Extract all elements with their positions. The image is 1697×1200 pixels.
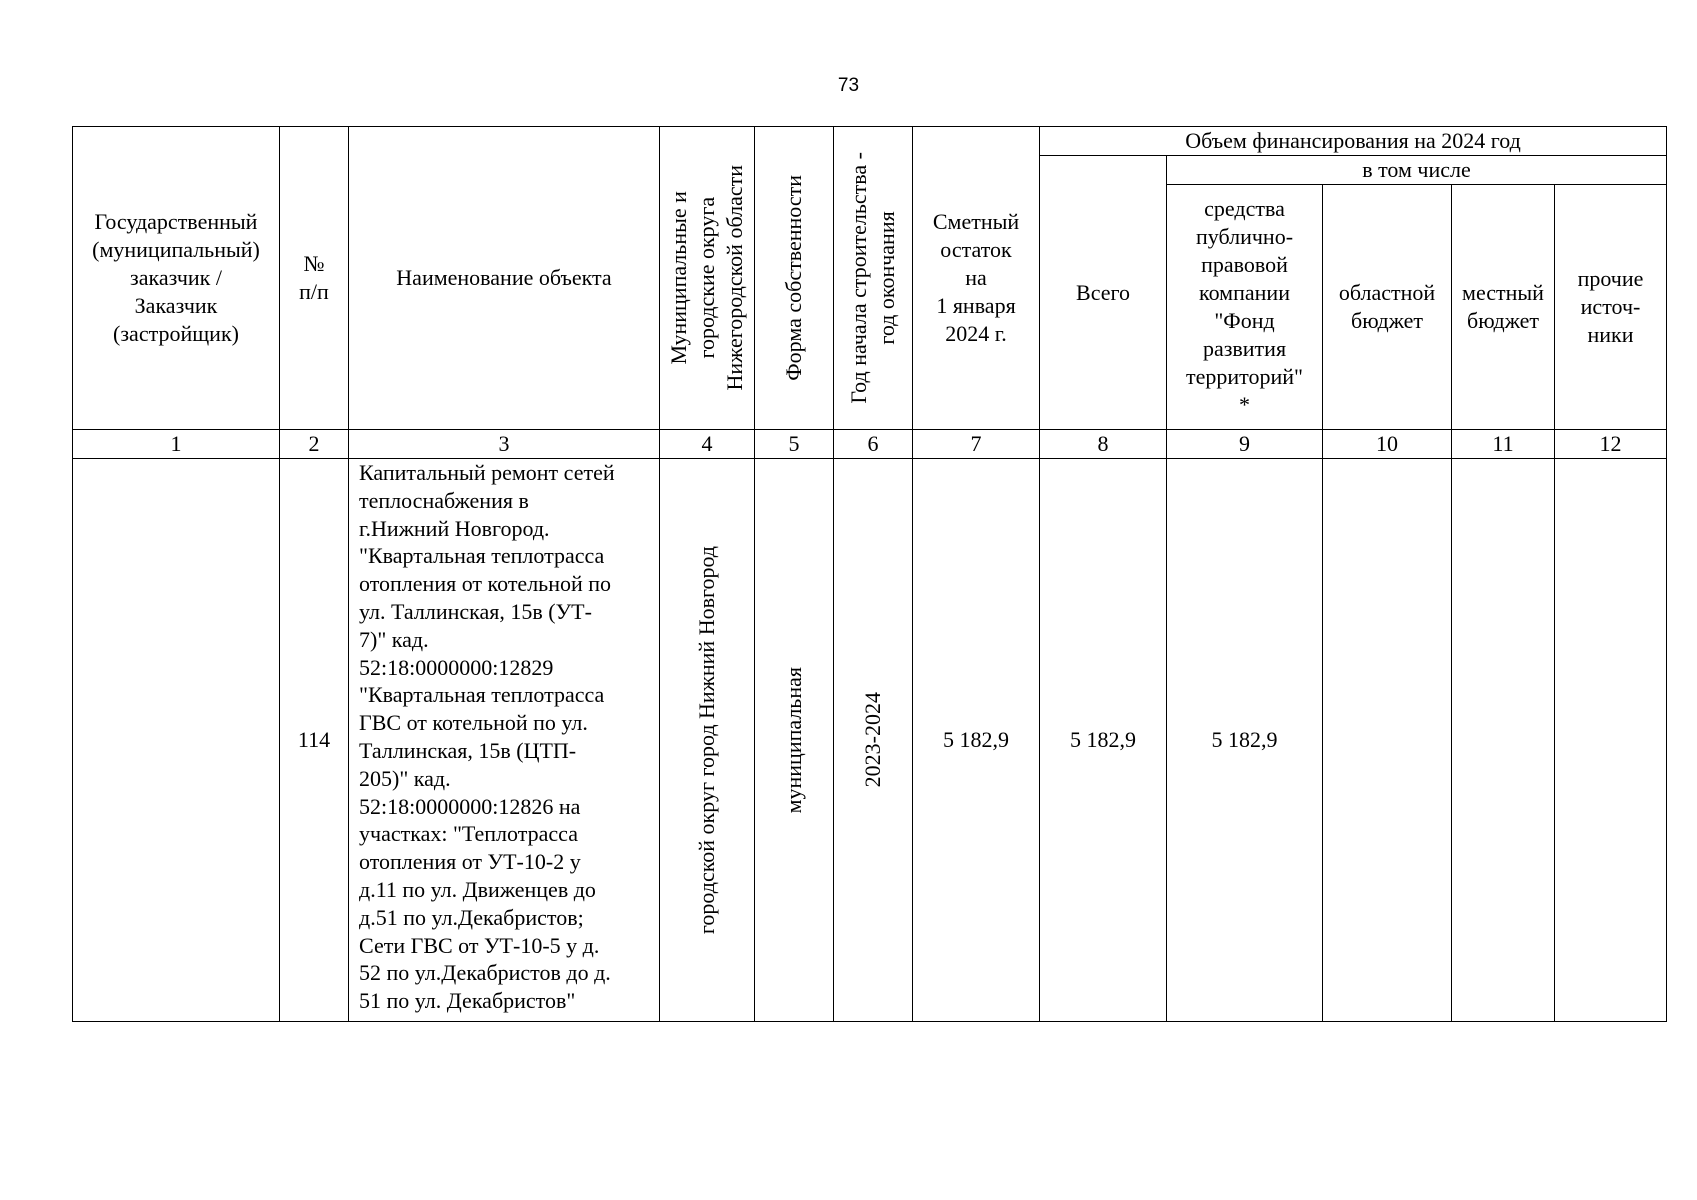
row-municipality: городской округ город Нижний Новгород	[660, 459, 755, 1022]
column-number: 2	[280, 430, 349, 459]
column-numbers-row	[73, 430, 1667, 459]
column-number: 3	[349, 430, 660, 459]
column-number: 11	[1452, 430, 1555, 459]
header-construction-years: Год начала строительства - год окончания	[834, 127, 913, 430]
column-number: 6	[834, 430, 913, 459]
row-customer	[73, 459, 280, 1022]
row-regional-budget	[1323, 459, 1452, 1022]
header-fund-resources: средства публично- правовой компании "Фонд развития территорий" *	[1167, 185, 1323, 430]
header-funding-volume: Объем финансирования на 2024 год	[1040, 127, 1667, 156]
header-other-sources: прочие источ- ники	[1555, 185, 1667, 430]
row-ownership: муниципальная	[755, 459, 834, 1022]
row-other-sources	[1555, 459, 1667, 1022]
header-regional-budget: областной бюджет	[1323, 185, 1452, 430]
header-customer: Государственный (муниципальный) заказчик / Заказчик (застройщик)	[73, 127, 280, 430]
column-number: 9	[1167, 430, 1323, 459]
column-number: 10	[1323, 430, 1452, 459]
header-municipalities: Муниципальные и городские округа Нижегородской области	[660, 127, 755, 430]
row-object-name: Капитальный ремонт сетей теплоснабжения в г.Нижний Новгород. "Квартальная теплотрасса отопления от котельной по ул. Таллинская, 15в (УТ- 7)" кад. 52:18:0000000:12829 "Квартальная теплотрасса ГВС от котельной по ул. Таллинская, 15в (ЦТП- 205)" кад. 52:18:0000000:12826 на участках: "Теплотрасса отопления от УТ-10-2 у д.11 по ул. Движенцев до д.51 по ул.Декабристов; Сети ГВС от УТ-10-5 у д. 52 по ул.Декабристов до д. 51 по ул. Декабристов"	[349, 459, 660, 1022]
row-total: 5 182,9	[1040, 459, 1167, 1022]
header-number: № п/п	[280, 127, 349, 430]
funding-table	[72, 126, 1667, 1022]
column-number: 4	[660, 430, 755, 459]
row-local-budget	[1452, 459, 1555, 1022]
header-ownership: Форма собственности	[755, 127, 834, 430]
header-estimate-balance: Сметный остаток на 1 января 2024 г.	[913, 127, 1040, 430]
header-local-budget: местный бюджет	[1452, 185, 1555, 430]
header-object-name: Наименование объекта	[349, 127, 660, 430]
column-number: 5	[755, 430, 834, 459]
page-number: 73	[837, 75, 860, 96]
table-row	[73, 459, 1667, 1022]
column-number: 1	[73, 430, 280, 459]
row-estimate-balance: 5 182,9	[913, 459, 1040, 1022]
row-years: 2023-2024	[834, 459, 913, 1022]
header-including: в том числе	[1167, 156, 1667, 185]
column-number: 7	[913, 430, 1040, 459]
row-fund-resources: 5 182,9	[1167, 459, 1323, 1022]
header-row-1	[73, 127, 1667, 156]
column-number: 8	[1040, 430, 1167, 459]
row-number: 114	[280, 459, 349, 1022]
header-total: Всего	[1040, 156, 1167, 430]
column-number: 12	[1555, 430, 1667, 459]
